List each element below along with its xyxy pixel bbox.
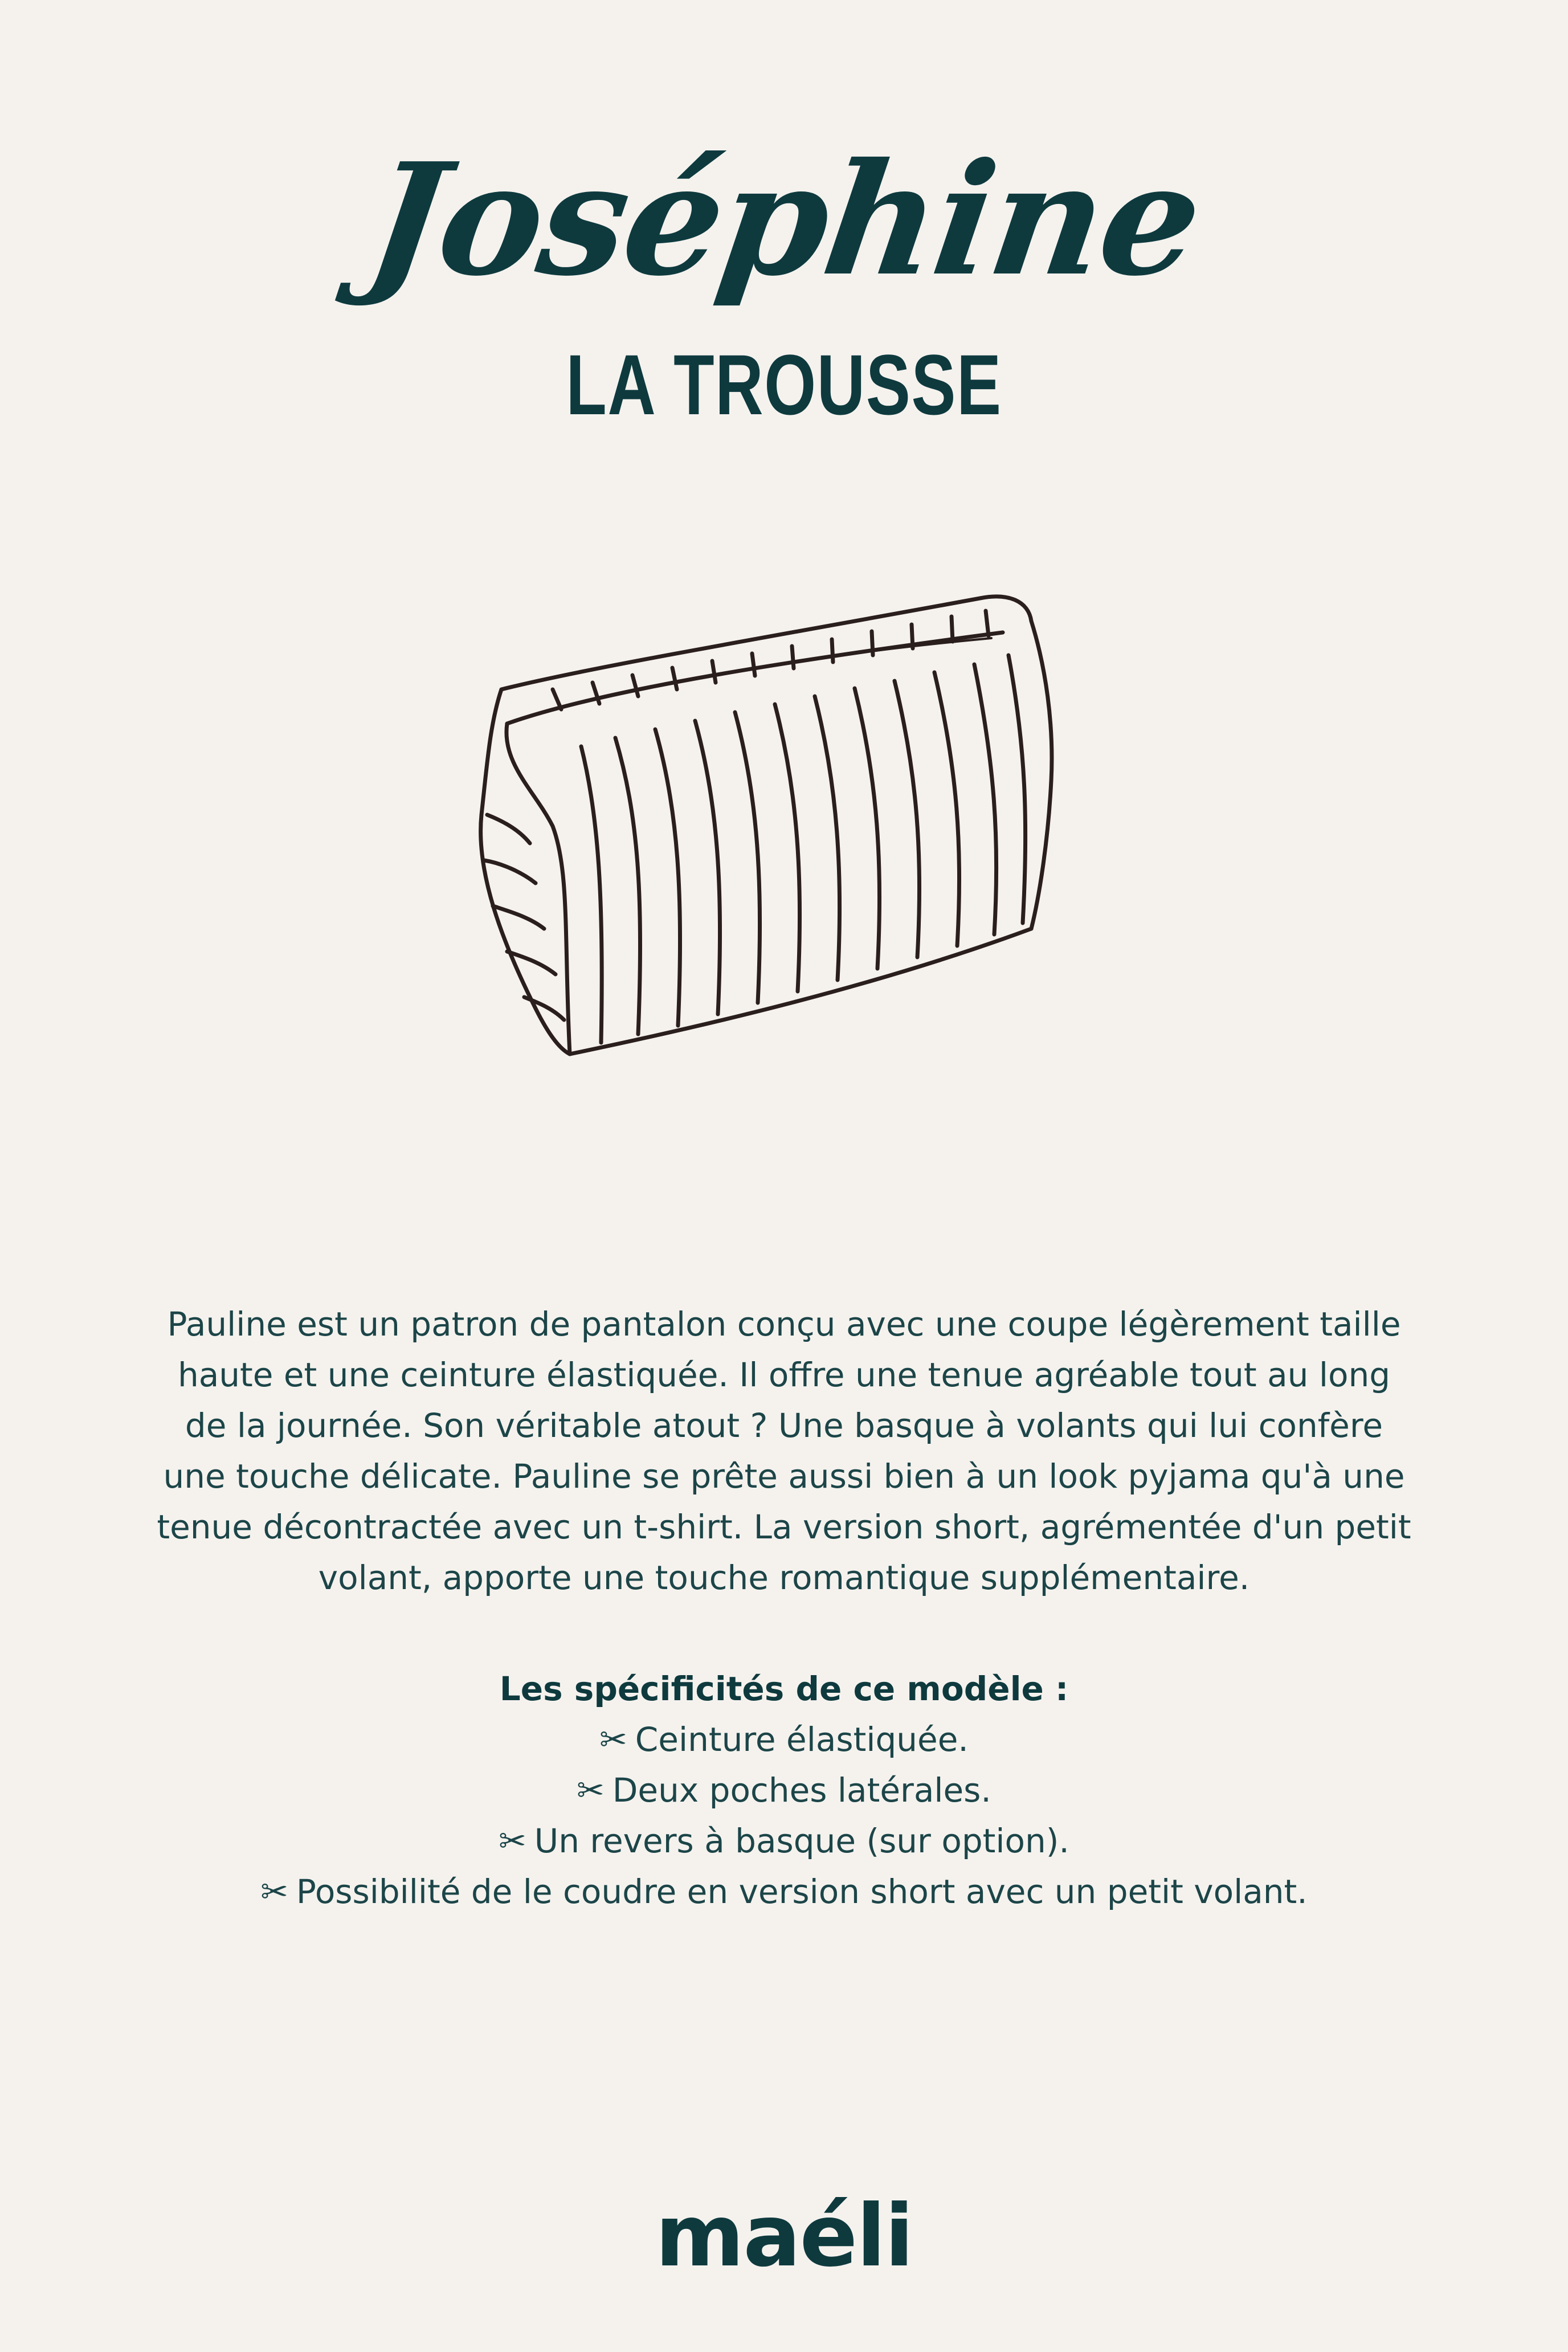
description-line: Pauline est un patron de pantalon conçu avec une coupe légèrement taille (167, 1305, 1401, 1344)
spec-item-text: Ceinture élastiquée. (635, 1720, 969, 1759)
pouch-illustration (467, 575, 1105, 1100)
page-title: Joséphine (357, 129, 1211, 310)
specs-section (103, 1664, 1465, 1917)
description-line: une touche délicate. Pauline se prête aussi bien à un look pyjama qu'à une (163, 1457, 1405, 1496)
spec-item (103, 1765, 1465, 1816)
spec-item (103, 1816, 1465, 1867)
scissors-icon: ✂ (499, 1822, 526, 1860)
description-line: haute et une ceinture élastiquée. Il offre une tenue agréable tout au long (177, 1355, 1391, 1394)
scissors-icon: ✂ (599, 1720, 627, 1759)
spec-item-text: Possibilité de le coudre en version short avec un petit volant. (296, 1872, 1308, 1911)
scissors-icon: ✂ (260, 1872, 288, 1911)
spec-item-text: Un revers à basque (sur option). (534, 1822, 1069, 1860)
product-description (103, 1299, 1465, 1603)
description-line: tenue décontractée avec un t-shirt. La version short, agrémentée d'un petit (157, 1508, 1411, 1546)
description-line: volant, apporte une touche romantique supplémentaire. (318, 1558, 1250, 1597)
spec-item-text: Deux poches latérales. (612, 1771, 991, 1810)
spec-item (103, 1867, 1465, 1917)
scissors-icon: ✂ (577, 1771, 605, 1810)
description-line: de la journée. Son véritable atout ? Une basque à volants qui lui confère (185, 1406, 1383, 1445)
brand-logo: maéli (655, 2187, 913, 2286)
spec-item (103, 1714, 1465, 1765)
page-subtitle: LA TROUSSE (566, 337, 1002, 432)
specs-heading: Les spécificités de ce modèle : (499, 1669, 1069, 1708)
